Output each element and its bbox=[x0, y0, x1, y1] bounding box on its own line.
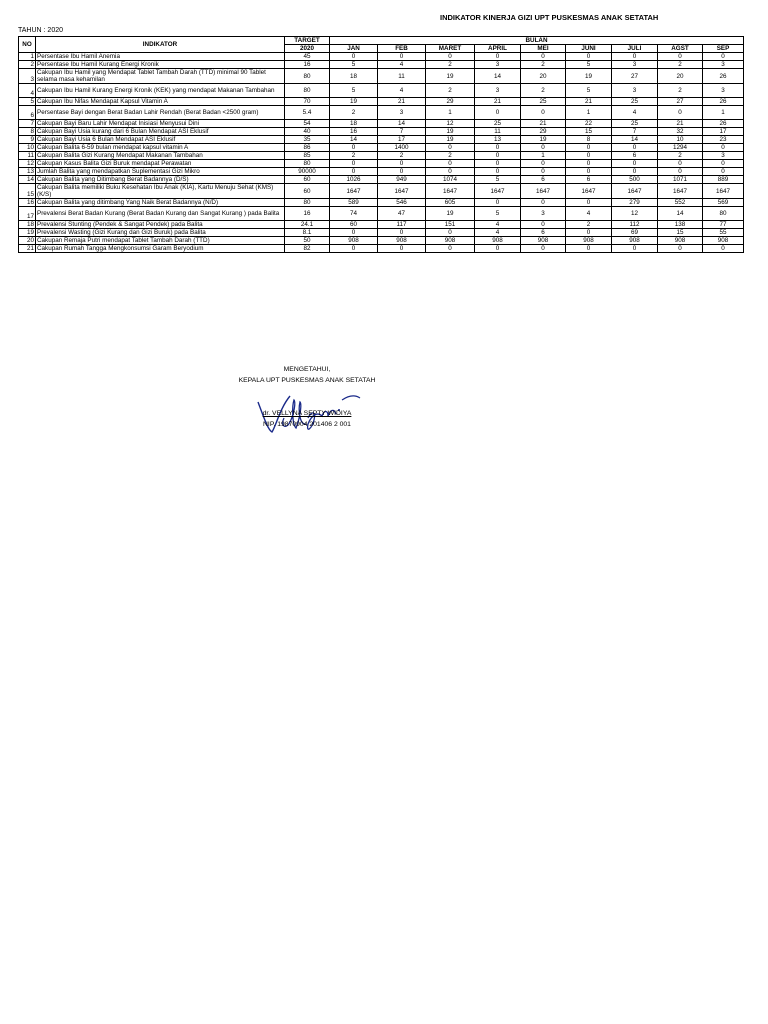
indicator-name: Cakupan Balita yang Ditimbang Berat Badannya (D/S) bbox=[36, 176, 285, 184]
month-value: 0 bbox=[521, 168, 566, 176]
month-value: 14 bbox=[330, 136, 378, 144]
month-value: 0 bbox=[330, 168, 378, 176]
indicator-name: Cakupan Bayi Usia 6 Bulan Mendapat ASI Eklusif bbox=[36, 136, 285, 144]
month-value: 19 bbox=[566, 69, 612, 84]
row-number: 3 bbox=[19, 69, 36, 84]
header-no: NO bbox=[19, 37, 36, 53]
table-row bbox=[19, 98, 744, 106]
month-value: 2 bbox=[658, 152, 703, 160]
indicator-name: Cakupan Bayi Usia kurang dari 6 Bulan Mendapat ASI Eklusif bbox=[36, 128, 285, 136]
month-value: 0 bbox=[426, 160, 475, 168]
month-value: 27 bbox=[658, 98, 703, 106]
table-row bbox=[19, 207, 744, 221]
month-value: 25 bbox=[612, 120, 658, 128]
month-value: 1294 bbox=[658, 144, 703, 152]
month-value: 18 bbox=[330, 69, 378, 84]
month-value: 12 bbox=[612, 207, 658, 221]
month-value: 6 bbox=[566, 176, 612, 184]
table-row bbox=[19, 229, 744, 237]
month-value: 0 bbox=[612, 168, 658, 176]
row-number: 14 bbox=[19, 176, 36, 184]
month-value: 0 bbox=[475, 160, 521, 168]
indicator-name: Cakupan Ibu Nifas Mendapat Kapsul Vitamin A bbox=[36, 98, 285, 106]
month-value: 1647 bbox=[566, 184, 612, 199]
month-value: 17 bbox=[378, 136, 426, 144]
header-month: MARET bbox=[426, 45, 475, 53]
target-value: 45 bbox=[285, 53, 330, 61]
month-value: 5 bbox=[566, 61, 612, 69]
month-value: 0 bbox=[378, 245, 426, 253]
month-value: 3 bbox=[378, 106, 426, 120]
table-row bbox=[19, 61, 744, 69]
month-value: 2 bbox=[330, 152, 378, 160]
month-value: 3 bbox=[475, 84, 521, 98]
indicator-name: Cakupan Kasus Balita Gizi Buruk mendapat Perawatan bbox=[36, 160, 285, 168]
month-value: 1647 bbox=[658, 184, 703, 199]
table-row bbox=[19, 237, 744, 245]
row-number: 17 bbox=[19, 207, 36, 221]
month-value: 29 bbox=[426, 98, 475, 106]
month-value: 1647 bbox=[703, 184, 744, 199]
month-value: 0 bbox=[378, 160, 426, 168]
month-value: 0 bbox=[426, 229, 475, 237]
month-value: 19 bbox=[426, 69, 475, 84]
indicator-name: Cakupan Ibu Hamil Kurang Energi Kronik (KEK) yang mendapat Makanan Tambahan bbox=[36, 84, 285, 98]
month-value: 0 bbox=[475, 199, 521, 207]
indicator-name: Prevalensi Stunting (Pendek & Sangat Pendek) pada Balita bbox=[36, 221, 285, 229]
month-value: 3 bbox=[703, 61, 744, 69]
month-value: 1647 bbox=[475, 184, 521, 199]
month-value: 4 bbox=[378, 61, 426, 69]
header-bulan: BULAN bbox=[330, 37, 744, 45]
target-value: 86 bbox=[285, 144, 330, 152]
signatory-nip: NIP. 19870904 201406 2 001 bbox=[263, 421, 351, 428]
month-value: 19 bbox=[426, 136, 475, 144]
month-value: 0 bbox=[566, 152, 612, 160]
row-number: 12 bbox=[19, 160, 36, 168]
table-row bbox=[19, 199, 744, 207]
row-number: 8 bbox=[19, 128, 36, 136]
month-value: 25 bbox=[612, 98, 658, 106]
month-value: 6 bbox=[521, 229, 566, 237]
month-value: 3 bbox=[612, 84, 658, 98]
table-row bbox=[19, 245, 744, 253]
month-value: 11 bbox=[378, 69, 426, 84]
month-value: 0 bbox=[658, 106, 703, 120]
month-value: 2 bbox=[426, 152, 475, 160]
month-value: 908 bbox=[566, 237, 612, 245]
indicator-table bbox=[18, 36, 744, 253]
month-value: 2 bbox=[658, 84, 703, 98]
month-value: 1071 bbox=[658, 176, 703, 184]
row-number: 7 bbox=[19, 120, 36, 128]
month-value: 0 bbox=[566, 53, 612, 61]
month-value: 5 bbox=[475, 176, 521, 184]
row-number: 18 bbox=[19, 221, 36, 229]
approval-label: MENGETAHUI, bbox=[283, 366, 331, 373]
month-value: 60 bbox=[330, 221, 378, 229]
table-row bbox=[19, 84, 744, 98]
row-number: 11 bbox=[19, 152, 36, 160]
month-value: 2 bbox=[566, 221, 612, 229]
month-value: 0 bbox=[475, 106, 521, 120]
month-value: 117 bbox=[378, 221, 426, 229]
month-value: 0 bbox=[330, 160, 378, 168]
month-value: 0 bbox=[521, 199, 566, 207]
month-value: 908 bbox=[658, 237, 703, 245]
month-value: 6 bbox=[612, 152, 658, 160]
month-value: 4 bbox=[612, 106, 658, 120]
month-value: 19 bbox=[521, 136, 566, 144]
report-title: INDIKATOR KINERJA GIZI UPT PUSKESMAS ANAK SETATAH bbox=[440, 13, 659, 22]
month-value: 908 bbox=[330, 237, 378, 245]
month-value: 0 bbox=[426, 168, 475, 176]
indicator-name: Cakupan Rumah Tangga Mengkonsumsi Garam Beryodium bbox=[36, 245, 285, 253]
month-value: 19 bbox=[426, 128, 475, 136]
month-value: 0 bbox=[330, 53, 378, 61]
month-value: 21 bbox=[658, 120, 703, 128]
month-value: 0 bbox=[378, 229, 426, 237]
month-value: 0 bbox=[426, 245, 475, 253]
month-value: 7 bbox=[612, 128, 658, 136]
month-value: 0 bbox=[521, 53, 566, 61]
month-value: 20 bbox=[658, 69, 703, 84]
row-number: 1 bbox=[19, 53, 36, 61]
month-value: 0 bbox=[378, 168, 426, 176]
month-value: 3 bbox=[475, 61, 521, 69]
indicator-name: Cakupan Bayi Baru Lahir Mendapat Inisiasi Menyusui Dini bbox=[36, 120, 285, 128]
month-value: 151 bbox=[426, 221, 475, 229]
month-value: 552 bbox=[658, 199, 703, 207]
month-value: 3 bbox=[703, 152, 744, 160]
month-value: 14 bbox=[658, 207, 703, 221]
month-value: 5 bbox=[330, 84, 378, 98]
indicator-name: Prevalensi Berat Badan Kurang (Berat Badan Kurang dan Sangat Kurang ) pada Balita bbox=[36, 207, 285, 221]
month-value: 0 bbox=[612, 245, 658, 253]
month-value: 589 bbox=[330, 199, 378, 207]
month-value: 0 bbox=[566, 229, 612, 237]
month-value: 7 bbox=[378, 128, 426, 136]
month-value: 0 bbox=[330, 245, 378, 253]
month-value: 26 bbox=[703, 98, 744, 106]
month-value: 0 bbox=[521, 144, 566, 152]
month-value: 279 bbox=[612, 199, 658, 207]
month-value: 0 bbox=[566, 199, 612, 207]
row-number: 5 bbox=[19, 98, 36, 106]
row-number: 4 bbox=[19, 84, 36, 98]
target-value: 35 bbox=[285, 136, 330, 144]
month-value: 13 bbox=[475, 136, 521, 144]
row-number: 20 bbox=[19, 237, 36, 245]
header-month: AGST bbox=[658, 45, 703, 53]
table-row bbox=[19, 144, 744, 152]
table-row bbox=[19, 221, 744, 229]
target-value: 54 bbox=[285, 120, 330, 128]
month-value: 69 bbox=[612, 229, 658, 237]
indicator-name: Cakupan Balita yang ditimbang Yang Naik Berat Badannya (N/D) bbox=[36, 199, 285, 207]
month-value: 0 bbox=[475, 168, 521, 176]
month-value: 21 bbox=[378, 98, 426, 106]
month-value: 29 bbox=[521, 128, 566, 136]
approver-position: KEPALA UPT PUSKESMAS ANAK SETATAH bbox=[238, 377, 376, 384]
month-value: 0 bbox=[475, 144, 521, 152]
month-value: 80 bbox=[703, 207, 744, 221]
month-value: 0 bbox=[703, 160, 744, 168]
month-value: 18 bbox=[330, 120, 378, 128]
month-value: 26 bbox=[703, 120, 744, 128]
month-value: 0 bbox=[521, 221, 566, 229]
table-row bbox=[19, 168, 744, 176]
month-value: 27 bbox=[612, 69, 658, 84]
row-number: 16 bbox=[19, 199, 36, 207]
month-value: 6 bbox=[521, 176, 566, 184]
target-value: 70 bbox=[285, 98, 330, 106]
indicator-name: Persentase Ibu Hamil Kurang Energi Kronik bbox=[36, 61, 285, 69]
month-value: 2 bbox=[330, 106, 378, 120]
row-number: 2 bbox=[19, 61, 36, 69]
month-value: 12 bbox=[426, 120, 475, 128]
row-number: 10 bbox=[19, 144, 36, 152]
month-value: 14 bbox=[612, 136, 658, 144]
month-value: 889 bbox=[703, 176, 744, 184]
month-value: 2 bbox=[521, 84, 566, 98]
header-target-year: 2020 bbox=[285, 45, 330, 53]
month-value: 15 bbox=[658, 229, 703, 237]
table-row bbox=[19, 106, 744, 120]
month-value: 1 bbox=[426, 106, 475, 120]
month-value: 908 bbox=[612, 237, 658, 245]
month-value: 1 bbox=[566, 106, 612, 120]
table-row bbox=[19, 136, 744, 144]
table-row bbox=[19, 152, 744, 160]
month-value: 19 bbox=[426, 207, 475, 221]
month-value: 22 bbox=[566, 120, 612, 128]
month-value: 0 bbox=[475, 53, 521, 61]
month-value: 138 bbox=[658, 221, 703, 229]
indicator-name: Cakupan Balita memiliki Buku Kesehatan Ibu Anak (KIA), Kartu Menuju Sehat (KMS) (K/S) bbox=[36, 184, 285, 199]
month-value: 605 bbox=[426, 199, 475, 207]
month-value: 0 bbox=[566, 245, 612, 253]
month-value: 0 bbox=[426, 53, 475, 61]
row-number: 21 bbox=[19, 245, 36, 253]
month-value: 1647 bbox=[378, 184, 426, 199]
month-value: 10 bbox=[658, 136, 703, 144]
table-row bbox=[19, 128, 744, 136]
month-value: 25 bbox=[521, 98, 566, 106]
month-value: 16 bbox=[330, 128, 378, 136]
month-value: 1074 bbox=[426, 176, 475, 184]
month-value: 1026 bbox=[330, 176, 378, 184]
month-value: 23 bbox=[703, 136, 744, 144]
target-value: 80 bbox=[285, 199, 330, 207]
month-value: 0 bbox=[703, 245, 744, 253]
header-month: JULI bbox=[612, 45, 658, 53]
month-value: 2 bbox=[426, 61, 475, 69]
month-value: 1400 bbox=[378, 144, 426, 152]
month-value: 0 bbox=[521, 245, 566, 253]
month-value: 0 bbox=[658, 245, 703, 253]
month-value: 32 bbox=[658, 128, 703, 136]
header-month: JAN bbox=[330, 45, 378, 53]
month-value: 569 bbox=[703, 199, 744, 207]
target-value: 80 bbox=[285, 69, 330, 84]
month-value: 1647 bbox=[426, 184, 475, 199]
month-value: 0 bbox=[612, 53, 658, 61]
target-value: 16 bbox=[285, 61, 330, 69]
month-value: 0 bbox=[521, 160, 566, 168]
month-value: 5 bbox=[475, 207, 521, 221]
target-value: 16 bbox=[285, 207, 330, 221]
month-value: 2 bbox=[378, 152, 426, 160]
table-body bbox=[19, 53, 744, 253]
month-value: 2 bbox=[658, 61, 703, 69]
month-value: 2 bbox=[521, 61, 566, 69]
target-value: 80 bbox=[285, 160, 330, 168]
indicator-name: Prevalensi Wasting (Gizi Kurang dan Gizi Buruk) pada Balita bbox=[36, 229, 285, 237]
indicator-name: Cakupan Balita Gizi Kurang Mendapat Makanan Tambahan bbox=[36, 152, 285, 160]
month-value: 0 bbox=[658, 160, 703, 168]
month-value: 1 bbox=[521, 152, 566, 160]
target-value: 85 bbox=[285, 152, 330, 160]
month-value: 949 bbox=[378, 176, 426, 184]
target-value: 8.1 bbox=[285, 229, 330, 237]
month-value: 0 bbox=[658, 53, 703, 61]
month-value: 908 bbox=[703, 237, 744, 245]
target-value: 60 bbox=[285, 176, 330, 184]
month-value: 112 bbox=[612, 221, 658, 229]
month-value: 0 bbox=[703, 168, 744, 176]
month-value: 14 bbox=[475, 69, 521, 84]
month-value: 3 bbox=[612, 61, 658, 69]
table-row bbox=[19, 69, 744, 84]
month-value: 0 bbox=[475, 245, 521, 253]
month-value: 1 bbox=[703, 106, 744, 120]
month-value: 20 bbox=[521, 69, 566, 84]
indicator-name: Cakupan Remaja Putri mendapat Tablet Tambah Darah (TTD) bbox=[36, 237, 285, 245]
month-value: 25 bbox=[475, 120, 521, 128]
month-value: 4 bbox=[566, 207, 612, 221]
month-value: 19 bbox=[330, 98, 378, 106]
month-value: 21 bbox=[521, 120, 566, 128]
table-row bbox=[19, 176, 744, 184]
header-indikator: INDIKATOR bbox=[36, 37, 285, 53]
indicator-name: Persentase Ibu Hamil Anemia bbox=[36, 53, 285, 61]
month-value: 21 bbox=[566, 98, 612, 106]
month-value: 3 bbox=[703, 84, 744, 98]
table-row bbox=[19, 120, 744, 128]
target-value: 40 bbox=[285, 128, 330, 136]
header-month: APRIL bbox=[475, 45, 521, 53]
row-number: 9 bbox=[19, 136, 36, 144]
month-value: 1647 bbox=[612, 184, 658, 199]
month-value: 908 bbox=[378, 237, 426, 245]
target-value: 80 bbox=[285, 84, 330, 98]
target-value: 60 bbox=[285, 184, 330, 199]
month-value: 0 bbox=[566, 168, 612, 176]
indicator-name: Persentase Bayi dengan Berat Badan Lahir Rendah (Berat Badan <2500 gram) bbox=[36, 106, 285, 120]
month-value: 47 bbox=[378, 207, 426, 221]
month-value: 4 bbox=[475, 229, 521, 237]
month-value: 0 bbox=[330, 229, 378, 237]
month-value: 15 bbox=[566, 128, 612, 136]
year-label: TAHUN : 2020 bbox=[18, 27, 63, 34]
month-value: 1647 bbox=[330, 184, 378, 199]
target-value: 5.4 bbox=[285, 106, 330, 120]
month-value: 546 bbox=[378, 199, 426, 207]
header-month: JUNI bbox=[566, 45, 612, 53]
month-value: 11 bbox=[475, 128, 521, 136]
month-value: 0 bbox=[703, 53, 744, 61]
table-row bbox=[19, 184, 744, 199]
header-month: SEP bbox=[703, 45, 744, 53]
row-number: 15 bbox=[19, 184, 36, 199]
row-number: 19 bbox=[19, 229, 36, 237]
header-month: FEB bbox=[378, 45, 426, 53]
month-value: 8 bbox=[566, 136, 612, 144]
month-value: 5 bbox=[330, 61, 378, 69]
month-value: 0 bbox=[330, 144, 378, 152]
month-value: 0 bbox=[612, 160, 658, 168]
header-month: MEI bbox=[521, 45, 566, 53]
row-number: 13 bbox=[19, 168, 36, 176]
target-value: 90000 bbox=[285, 168, 330, 176]
row-number: 6 bbox=[19, 106, 36, 120]
month-value: 14 bbox=[378, 120, 426, 128]
month-value: 4 bbox=[378, 84, 426, 98]
month-value: 0 bbox=[521, 106, 566, 120]
month-value: 1647 bbox=[521, 184, 566, 199]
month-value: 0 bbox=[612, 144, 658, 152]
month-value: 21 bbox=[475, 98, 521, 106]
month-value: 0 bbox=[566, 144, 612, 152]
signatory-name: dr. VELLYNA SEPTY WIDIYA bbox=[262, 410, 352, 417]
header-target: TARGET bbox=[285, 37, 330, 45]
month-value: 0 bbox=[703, 144, 744, 152]
month-value: 55 bbox=[703, 229, 744, 237]
month-value: 0 bbox=[426, 144, 475, 152]
month-value: 74 bbox=[330, 207, 378, 221]
month-value: 3 bbox=[521, 207, 566, 221]
month-value: 0 bbox=[475, 152, 521, 160]
month-value: 5 bbox=[566, 84, 612, 98]
table-row bbox=[19, 53, 744, 61]
month-value: 26 bbox=[703, 69, 744, 84]
month-value: 77 bbox=[703, 221, 744, 229]
month-value: 908 bbox=[521, 237, 566, 245]
indicator-name: Cakupan Ibu Hamil yang Mendapat Tablet Tambah Darah (TTD) minimal 90 Tablet selama masa kehamilan bbox=[36, 69, 285, 84]
month-value: 0 bbox=[658, 168, 703, 176]
month-value: 2 bbox=[426, 84, 475, 98]
target-value: 50 bbox=[285, 237, 330, 245]
month-value: 17 bbox=[703, 128, 744, 136]
month-value: 0 bbox=[378, 53, 426, 61]
table-row bbox=[19, 160, 744, 168]
target-value: 24.1 bbox=[285, 221, 330, 229]
month-value: 0 bbox=[566, 160, 612, 168]
target-value: 82 bbox=[285, 245, 330, 253]
indicator-name: Cakupan Balita 6-59 bulan mendapat kapsul vitamin A bbox=[36, 144, 285, 152]
month-value: 908 bbox=[475, 237, 521, 245]
month-value: 500 bbox=[612, 176, 658, 184]
month-value: 4 bbox=[475, 221, 521, 229]
indicator-name: Jumlah Balita yang mendapatkan Suplementasi Gizi Mikro bbox=[36, 168, 285, 176]
month-value: 908 bbox=[426, 237, 475, 245]
